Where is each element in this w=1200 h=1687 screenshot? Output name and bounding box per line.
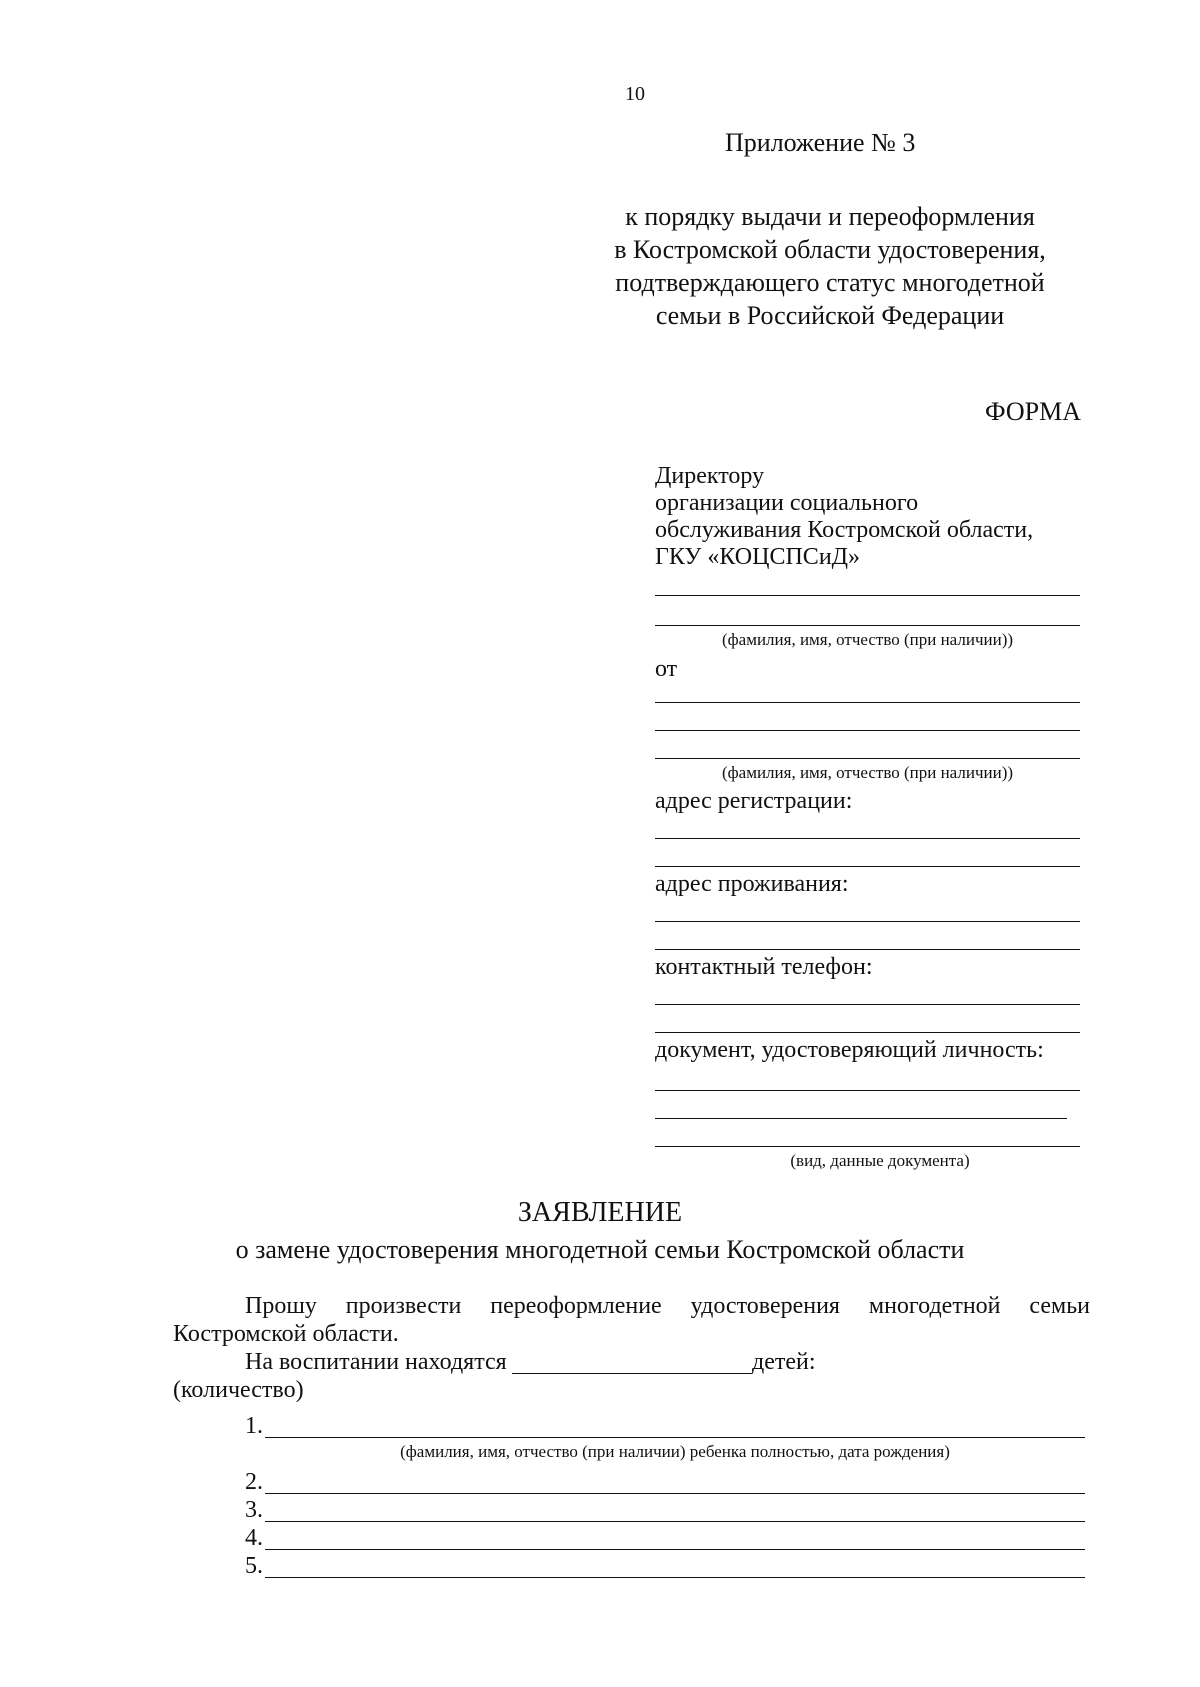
appendix-subtitle-line-4: семьи в Российской Федерации <box>655 301 1005 330</box>
request-word: Прошу <box>245 1293 317 1319</box>
request-word: переоформление <box>490 1293 662 1319</box>
fill-line-phone-2[interactable] <box>655 1032 1080 1033</box>
id-doc-label: документ, удостоверяющий личность: <box>655 1037 1044 1063</box>
fill-line-doc-3[interactable] <box>655 1146 1080 1147</box>
appendix-subtitle-line-1: к порядку выдачи и переоформления <box>625 202 1035 231</box>
fill-line-live-1[interactable] <box>655 921 1080 922</box>
reg-address-label: адрес регистрации: <box>655 788 853 814</box>
fill-line-live-2[interactable] <box>655 949 1080 950</box>
fill-line-director-1[interactable] <box>655 595 1080 596</box>
addressee-line-1: Директору <box>655 463 765 489</box>
fill-line-doc-2[interactable] <box>655 1118 1067 1119</box>
appendix-title: Приложение № 3 <box>725 128 916 157</box>
child-line-4[interactable] <box>265 1549 1085 1550</box>
children-suffix: детей: <box>752 1349 816 1375</box>
children-count-line[interactable] <box>512 1373 752 1374</box>
appendix-subtitle-line-3: подтверждающего статус многодетной <box>615 268 1045 297</box>
request-word: удостоверения <box>690 1293 840 1319</box>
child-number-4: 4. <box>245 1525 263 1551</box>
form-label: ФОРМА <box>985 397 1081 426</box>
caption-fio-2: (фамилия, имя, отчество (при наличии)) <box>721 763 1014 782</box>
addressee-line-3: обслуживания Костромской области, <box>655 517 1034 543</box>
page-number: 10 <box>625 83 645 105</box>
request-word: семьи <box>1029 1293 1090 1319</box>
phone-label: контактный телефон: <box>655 954 873 980</box>
child-line-5[interactable] <box>265 1577 1085 1578</box>
fill-line-from-3[interactable] <box>655 758 1080 759</box>
fill-line-from-1[interactable] <box>655 702 1080 703</box>
child-number-3: 3. <box>245 1497 263 1523</box>
from-label: от <box>655 656 678 682</box>
fill-line-reg-1[interactable] <box>655 838 1080 839</box>
children-prefix: На воспитании находятся <box>245 1349 507 1375</box>
fill-line-director-2[interactable] <box>655 625 1080 626</box>
fill-line-phone-1[interactable] <box>655 1004 1080 1005</box>
quantity-caption: (количество) <box>173 1377 304 1403</box>
addressee-line-4: ГКУ «КОЦСПСиД» <box>655 544 861 570</box>
request-word: многодетной <box>868 1293 1001 1319</box>
appendix-subtitle-line-2: в Костромской области удостоверения, <box>614 235 1046 264</box>
child-number-5: 5. <box>245 1553 263 1579</box>
child-caption: (фамилия, имя, отчество (при наличии) ребенка полностью, дата рождения) <box>400 1442 950 1461</box>
statement-title: ЗАЯВЛЕНИЕ <box>517 1197 683 1228</box>
child-line-2[interactable] <box>265 1493 1085 1494</box>
request-word: произвести <box>345 1293 462 1319</box>
fill-line-from-2[interactable] <box>655 730 1080 731</box>
child-line-3[interactable] <box>265 1521 1085 1522</box>
addressee-line-2: организации социального <box>655 490 919 516</box>
caption-doc: (вид, данные документа) <box>790 1151 970 1170</box>
child-number-1: 1. <box>245 1413 263 1439</box>
caption-fio: (фамилия, имя, отчество (при наличии)) <box>721 630 1014 649</box>
fill-line-reg-2[interactable] <box>655 866 1080 867</box>
child-line-1[interactable] <box>265 1437 1085 1438</box>
live-address-label: адрес проживания: <box>655 871 849 897</box>
child-number-2: 2. <box>245 1469 263 1495</box>
statement-subtitle: о замене удостоверения многодетной семьи Костромской области <box>235 1235 965 1264</box>
request-paragraph-line-2: Костромской области. <box>173 1321 399 1347</box>
fill-line-doc-1[interactable] <box>655 1090 1080 1091</box>
request-paragraph-line-1 <box>245 1292 1090 1320</box>
